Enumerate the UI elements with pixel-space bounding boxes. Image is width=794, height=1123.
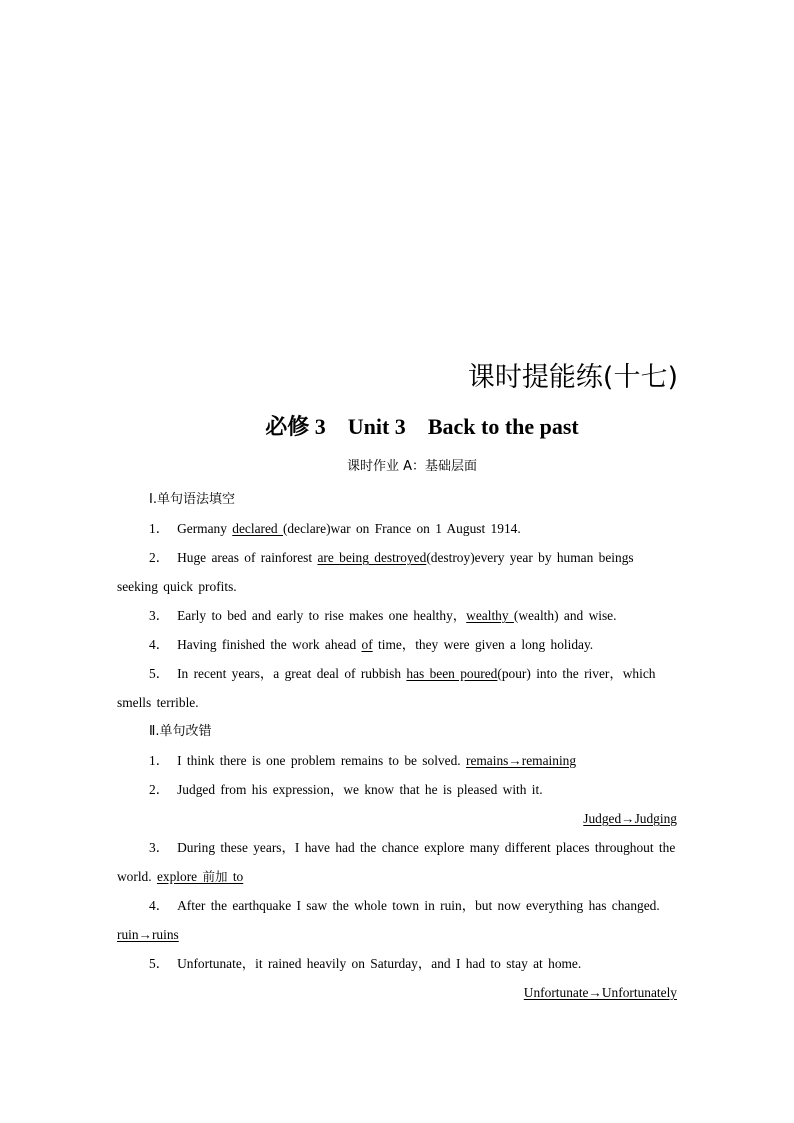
part1-question-4: 4． Having finished the work ahead of time，they were given a long holiday. [149,637,594,652]
answer: has been poured [406,666,498,681]
answer: explore 前加 to [156,869,244,884]
part1-question-3: 3． Early to bed and early to rise makes one healthy，wealthy (wealth) and wise. [149,608,617,623]
answer: declared [232,521,283,536]
part2-question-4: 4． After the earthquake I saw the whole town in ruin，but now everything has changed. ruin→ruins [117,898,660,942]
answer: ruin→ruins [117,927,179,942]
part2-question-5: 5． Unfortunate，it rained heavily on Saturday，and I had to stay at home. [149,956,582,971]
section-heading: 课时作业 A：基础层面 [346,459,478,474]
page-title: 课时提能练(十七) [467,362,678,393]
answer: are being destroyed [317,550,427,565]
part1-question-1: 1． Germany declared (declare)war on France on 1 August 1914. [149,521,521,536]
part2-question-1: 1． I think there is one problem remains to be solved. remains→remaining [149,753,577,768]
answer: of [361,637,373,652]
part1-heading: Ⅰ.单句语法填空 [149,492,235,507]
answer: remains→remaining [465,753,577,768]
part2-question-2: 2． Judged from his expression，we know that he is pleased with it. [149,782,543,797]
part1-question-5: 5． In recent years，a great deal of rubbish has been poured(pour) into the river，which smells terrible. [117,666,656,710]
exercise-content [117,485,677,1007]
unit-name: Back to the past [427,414,579,439]
part2-answer-2-line [117,804,677,833]
unit-label: Unit 3 [347,414,406,439]
part2-answer-5-line [117,978,677,1007]
answer: wealthy [466,608,514,623]
answer: Unfortunate→Unfortunately [523,985,677,1000]
part1-question-2: 2． Huge areas of rainforest are being destroyed(destroy)every year by human beings seeking quick profits. [117,550,634,594]
book-label: 必修 3 [265,414,326,439]
part2-question-3: 3． During these years，I have had the chance explore many different places throughout the world. explore 前加 to [117,840,676,884]
answer: Judged→Judging [583,811,677,826]
part2-heading: Ⅱ.单句改错 [149,724,212,739]
unit-subtitle [0,410,794,441]
